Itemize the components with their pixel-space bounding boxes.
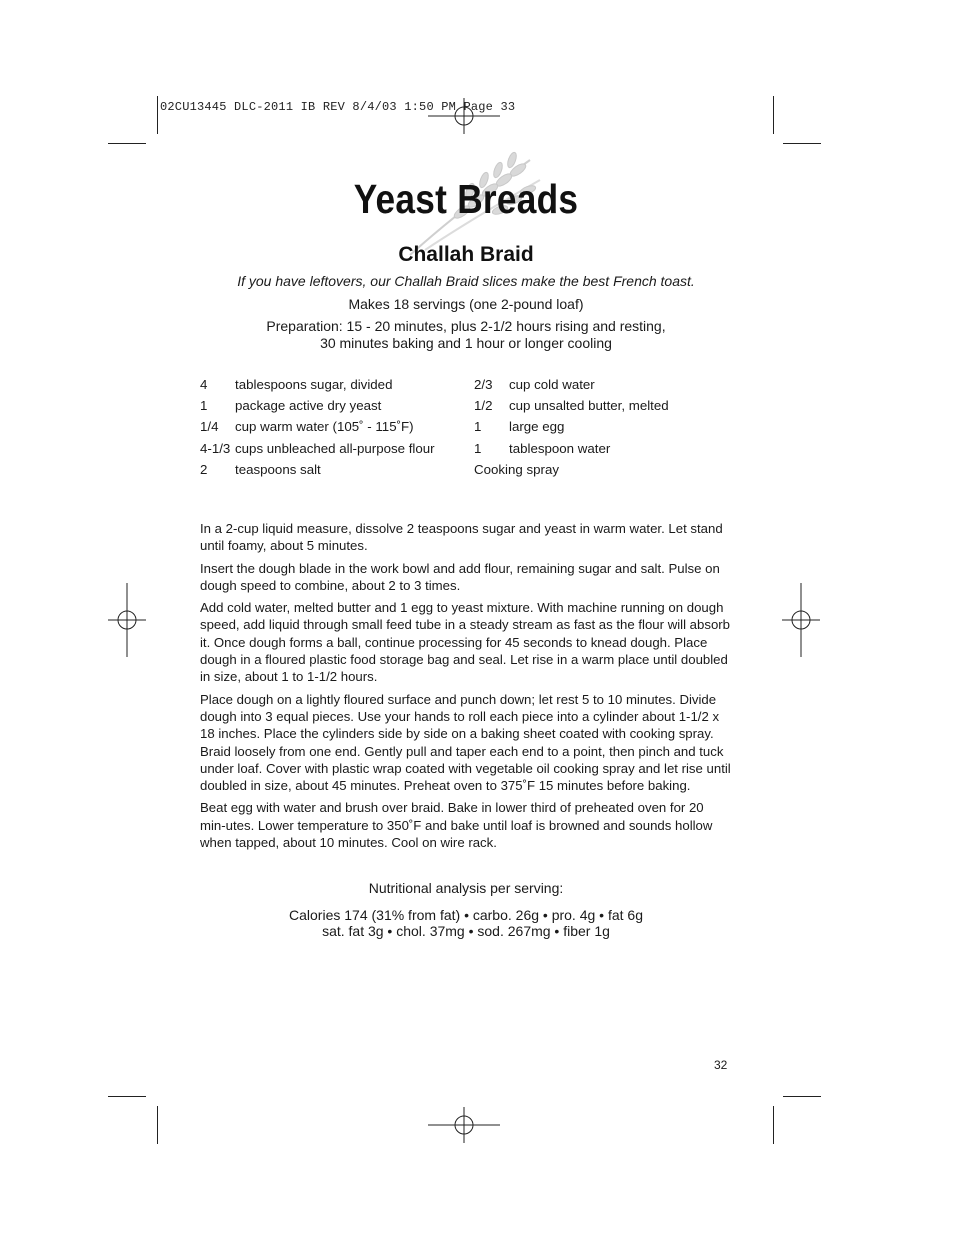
ingredient-qty: 2: [200, 462, 208, 477]
ingredient-row: [474, 398, 734, 416]
ingredient-row: [200, 441, 460, 459]
ingredient-qty: 1/2: [474, 398, 493, 413]
ingredient-text: large egg: [509, 419, 565, 434]
ingredient-row: [200, 398, 460, 416]
preparation-line: Preparation: 15 - 20 minutes, plus 2-1/2 hours rising and resting,: [266, 318, 666, 334]
ingredient-text: Cooking spray: [474, 462, 559, 477]
ingredient-qty: 1: [474, 419, 482, 434]
ingredient-text: cup warm water (105˚ - 115˚F): [235, 419, 414, 434]
recipe-step: Add cold water, melted butter and 1 egg to yeast mixture. With machine running on dough speed, add liquid through small feed tube in a steady stream as fast as the flour will absorb it. Once dough forms a ball, continue processing for 45 seconds to knead dough. Place dough in a floured plastic food storage bag and seal. Let rise in a warm place until doubled in size, about 1 to 1-1/2 hours.: [200, 600, 730, 685]
recipe-step: Beat egg with water and brush over braid. Bake in lower third of preheated oven for 20 min-utes. Lower temperature to 350˚F and bake until loaf is browned and sounds hollow when tapped, about 10 minutes. Cool on wire rack.: [200, 800, 713, 851]
ingredient-row: [200, 419, 460, 437]
recipe-step: Insert the dough blade in the work bowl and add flour, remaining sugar and salt. Pulse on dough speed to combine, about 2 to 3 times.: [200, 560, 720, 593]
ingredient-text: teaspoons salt: [235, 462, 321, 477]
nutrition-line-2: sat. fat 3g • chol. 37mg • sod. 267mg • fiber 1g: [322, 923, 610, 939]
ingredient-text: package active dry yeast: [235, 398, 382, 413]
recipe-title: Challah Braid: [398, 243, 534, 266]
recipe-steps: [200, 520, 732, 856]
print-slug: 02CU13445 DLC-2011 IB REV 8/4/03 1:50 PM Page 33: [160, 100, 516, 114]
ingredient-row: [200, 377, 460, 395]
nutrition-line-1: Calories 174 (31% from fat) • carbo. 26g • pro. 4g • fat 6g: [289, 907, 643, 923]
ingredient-qty: 4-1/3: [200, 441, 231, 456]
ingredient-text: cups unbleached all-purpose flour: [235, 441, 435, 456]
ingredient-text: tablespoon water: [509, 441, 611, 456]
ingredient-text: cup unsalted butter, melted: [509, 398, 669, 413]
ingredient-qty: 1: [200, 398, 208, 413]
recipe-intro: If you have leftovers, our Challah Braid slices make the best French toast.: [237, 273, 695, 289]
preparation-line: 30 minutes baking and 1 hour or longer cooling: [320, 335, 612, 351]
ingredient-qty: 2/3: [474, 377, 493, 392]
recipe-preparation: [0, 318, 932, 352]
ingredient-row: [474, 419, 734, 437]
ingredient-text: cup cold water: [509, 377, 595, 392]
recipe-step: In a 2-cup liquid measure, dissolve 2 teaspoons sugar and yeast in warm water. Let stand until foamy, about 5 minutes.: [200, 521, 723, 554]
page-number: 32: [714, 1058, 728, 1072]
section-title: Yeast Breads: [353, 176, 579, 222]
ingredient-qty: 1/4: [200, 419, 219, 434]
ingredient-row: [474, 462, 734, 480]
nutrition-heading: Nutritional analysis per serving:: [368, 880, 564, 896]
ingredient-row: [474, 441, 734, 459]
ingredient-text: tablespoons sugar, divided: [235, 377, 393, 392]
ingredient-row: [200, 462, 460, 480]
ingredient-row: [474, 377, 734, 395]
recipe-yield: Makes 18 servings (one 2-pound loaf): [348, 296, 584, 312]
recipe-step: Place dough on a lightly floured surface and punch down; let rest 5 to 10 minutes. Divide dough into 3 equal pieces. Use your hands to roll each piece into a cylinder about 1-1/2 x 18 inches. Place the cylinders side by side on a baking sheet coated with cooking spray. Braid loosely from one end. Gently pull and taper each end to a point, then pinch and tuck under loaf. Cover with plastic wrap coated with vegetable oil cooking spray and let rise until doubled in size, about 45 minutes. Preheat oven to 375˚F 15 minutes before baking.: [200, 691, 731, 794]
ingredients-left: [200, 377, 460, 487]
ingredient-qty: 4: [200, 377, 208, 392]
ingredients-right: [474, 377, 734, 487]
ingredient-qty: 1: [474, 441, 482, 456]
